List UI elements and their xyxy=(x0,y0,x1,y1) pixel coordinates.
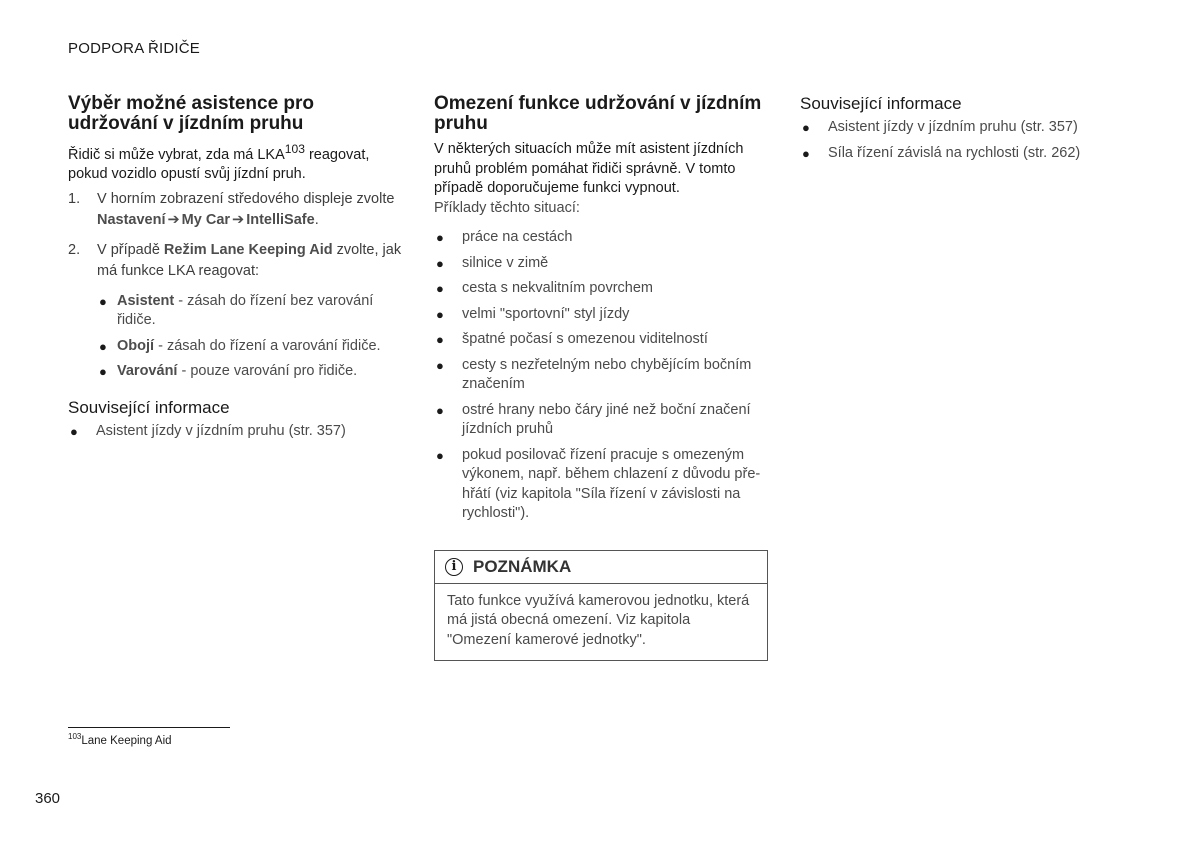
column-related xyxy=(800,94,1130,169)
intro-paragraph xyxy=(68,140,406,185)
step-number: 1. xyxy=(68,190,81,207)
bullet-icon: ● xyxy=(436,332,444,347)
bullet-icon: ● xyxy=(99,338,107,354)
bullet-icon: ● xyxy=(436,281,444,296)
bullet-icon: ● xyxy=(436,230,444,245)
example-text: velmi "sportovní" styl jízdy xyxy=(462,305,630,322)
option-text: - zásah do řízení bez varování řidiče. xyxy=(117,292,374,329)
example-item xyxy=(434,330,768,350)
page-number: 360 xyxy=(35,790,61,807)
option-item xyxy=(97,292,406,331)
examples-list xyxy=(434,228,768,524)
arrow-right-icon: ➔ xyxy=(232,211,245,228)
example-item xyxy=(434,401,768,440)
option-term: Asistent xyxy=(117,292,175,309)
example-text: silnice v zimě xyxy=(462,254,549,271)
section-title: Omezení funkce udržování v jízdním pruhu xyxy=(434,93,762,134)
related-link[interactable] xyxy=(68,422,406,442)
related-link-text[interactable]: Asistent jízdy v jízdním pruhu (str. 357) xyxy=(96,422,346,439)
option-list xyxy=(97,292,406,382)
note-header xyxy=(435,551,767,584)
footnote-number: 103 xyxy=(68,732,82,741)
example-text: práce na cestách xyxy=(462,229,573,245)
step-text: V případě xyxy=(97,241,164,258)
related-info-title: Související informace xyxy=(800,94,962,113)
info-circle-icon: i xyxy=(445,558,463,576)
example-text: pokud posilovač řízení pracuje s omezeným výkonem, např. během chlazení z důvodu pře-hřátí (viz kapitola "Síla řízení v závislosti na rychlosti"). xyxy=(462,446,761,521)
example-text: cesta s nekvalitním povrchem xyxy=(462,280,653,296)
intro-text-rest: reagovat, pokud vozidlo opustí svůj jízdní pruh. xyxy=(68,146,370,183)
option-text: - zásah do řízení a varování řidiče. xyxy=(154,337,381,354)
example-item xyxy=(434,305,768,325)
note-box xyxy=(434,550,768,662)
option-item xyxy=(97,337,406,357)
option-term: Varování xyxy=(117,363,178,380)
step-text-rest: zvolte, jak má funkce LKA reagovat: xyxy=(97,241,402,279)
intro-text: Řidič si může vybrat, zda má LKA xyxy=(68,146,285,163)
bullet-icon: ● xyxy=(436,357,444,373)
bullet-icon: ● xyxy=(436,306,444,322)
bullet-icon: ● xyxy=(70,423,78,439)
intro-paragraph: V některých situacích může mít asistent jízdních pruhů problém pomáhat řidiči správně. V tomto případě doporučujeme funkci vypnout. xyxy=(434,141,744,196)
running-header: PODPORA ŘIDIČE xyxy=(68,40,200,57)
menu-path-intellisafe: IntelliSafe xyxy=(246,211,315,228)
related-link[interactable] xyxy=(800,144,1130,164)
footnote xyxy=(68,732,172,747)
step-number: 2. xyxy=(68,241,81,258)
note-title: POZNÁMKA xyxy=(473,556,572,576)
examples-label: Příklady těchto situací: xyxy=(434,199,580,216)
step-2 xyxy=(68,240,406,382)
menu-path-mycar: My Car xyxy=(181,211,231,228)
option-item xyxy=(97,362,406,382)
example-text: cesty s nezřetelným nebo chybějícím bočním značením xyxy=(462,356,752,392)
step-list xyxy=(68,189,406,382)
footnote-divider xyxy=(68,727,230,728)
step-end: . xyxy=(314,211,319,228)
menu-path-settings: Nastavení xyxy=(97,211,166,228)
related-list xyxy=(68,422,406,442)
note-text: Tato funkce využívá kamerovou jednotku, která má jistá obecná omezení. Viz kapitola "Omezení kamerové jednotky". xyxy=(447,592,750,648)
example-item xyxy=(434,254,768,274)
footnote-ref[interactable]: 103 xyxy=(284,142,305,156)
arrow-right-icon: ➔ xyxy=(167,211,180,228)
bullet-icon: ● xyxy=(99,293,107,309)
related-info-title: Související informace xyxy=(68,397,230,417)
option-term: Obojí xyxy=(117,337,155,354)
related-link-text[interactable]: Síla řízení závislá na rychlosti (str. 262) xyxy=(828,144,1081,161)
example-text: špatné počasí s omezenou viditelností xyxy=(462,331,708,347)
bullet-icon: ● xyxy=(436,447,444,463)
example-item xyxy=(434,356,768,395)
column-lane-selection xyxy=(68,94,406,447)
bullet-icon: ● xyxy=(802,145,810,161)
related-list xyxy=(800,118,1130,163)
mode-term: Režim Lane Keeping Aid xyxy=(163,241,333,258)
bullet-icon: ● xyxy=(436,402,444,418)
step-text: V horním zobrazení středového displeje zvolte xyxy=(97,190,395,207)
footnote-text: Lane Keeping Aid xyxy=(81,734,172,747)
bullet-icon: ● xyxy=(802,120,810,135)
example-item xyxy=(434,228,768,248)
example-item xyxy=(434,446,768,524)
example-item xyxy=(434,279,768,299)
section-title: Výběr možné asistence pro udržování v jízdním pruhu xyxy=(68,93,315,134)
bullet-icon: ● xyxy=(436,255,444,271)
column-limitations xyxy=(434,94,768,661)
option-text: - pouze varování pro řidiče. xyxy=(177,363,358,380)
step-1 xyxy=(68,189,406,231)
example-text: ostré hrany nebo čáry jiné než boční značení jízdních pruhů xyxy=(462,401,751,437)
related-link[interactable] xyxy=(800,118,1130,138)
bullet-icon: ● xyxy=(99,364,107,380)
related-link-text[interactable]: Asistent jízdy v jízdním pruhu (str. 357) xyxy=(828,119,1078,135)
